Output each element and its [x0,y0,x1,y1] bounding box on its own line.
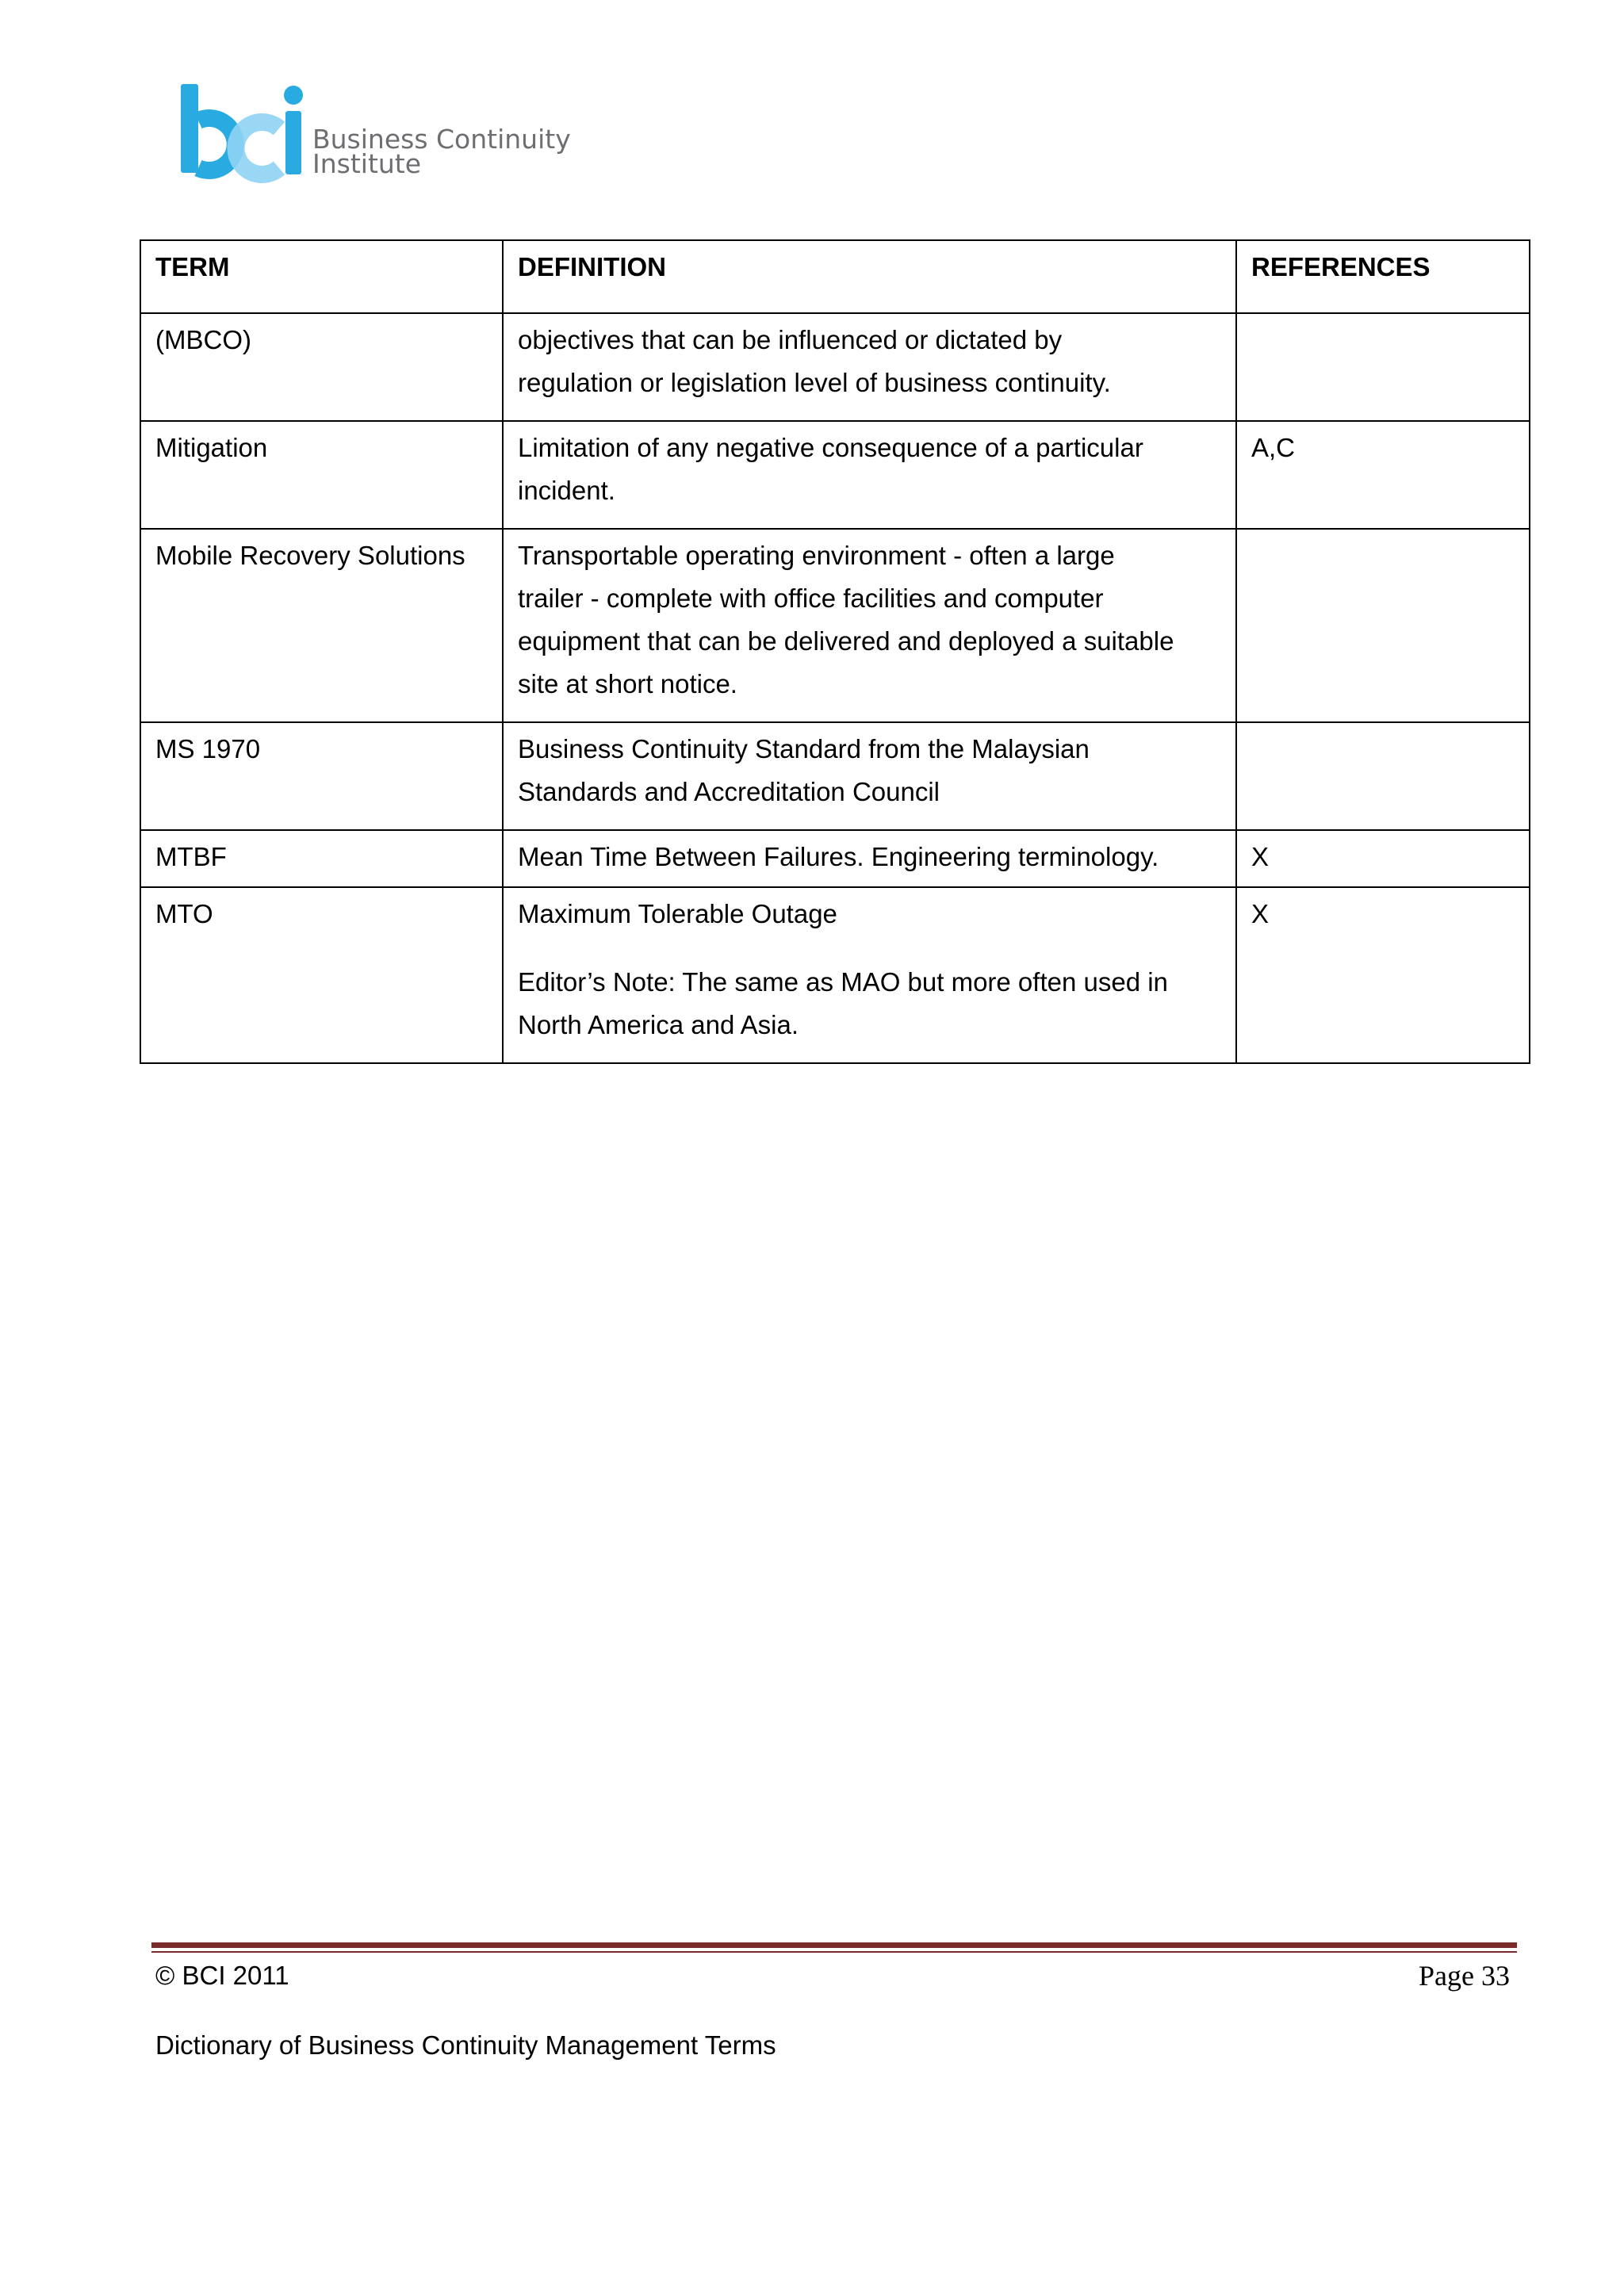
definition-line: Maximum Tolerable Outage [518,899,837,928]
definition-line: Mean Time Between Failures. Engineering terminology. [518,842,1159,871]
definition-cell [503,887,1236,1063]
page-number: Page 33 [1419,1960,1510,1992]
footer-copyright: © BCI 2011 [155,1961,289,1990]
table-row [140,529,1530,722]
logo-line-1: Business Continuity [312,124,571,155]
table-row [140,421,1530,529]
logo-line-2: Institute [312,148,422,179]
definition-cell [503,529,1236,722]
header-references: REFERENCES [1236,240,1530,313]
definition-cell [503,722,1236,830]
term-cell: Mobile Recovery Solutions [140,529,503,722]
editor-note [518,961,1221,1047]
definition-line: Business Continuity Standard from the Malaysian [518,734,1090,763]
definition-line: site at short notice. [518,669,737,698]
references-cell: A,C [1236,421,1530,529]
references-cell [1236,313,1530,421]
terms-table [140,239,1530,1064]
references-cell: X [1236,830,1530,887]
definition-line: Standards and Accreditation Council [518,777,940,806]
bci-logo [178,81,571,192]
definition-line: Transportable operating environment - often a large [518,541,1115,570]
definition-line: trailer - complete with office facilities and computer [518,584,1104,613]
note-line: North America and Asia. [518,1010,799,1039]
definition-line: Limitation of any negative consequence of a particular [518,433,1143,462]
term-cell: MS 1970 [140,722,503,830]
table-header-row [140,240,1530,313]
footer-divider-thin [151,1951,1517,1953]
note-line: Editor’s Note: The same as MAO but more often used in [518,967,1168,997]
logo-wordmark [312,124,571,179]
definition-cell [503,313,1236,421]
definition-line: incident. [518,476,615,505]
definition-paragraph [518,893,1221,936]
references-cell [1236,722,1530,830]
definition-line: objectives that can be influenced or dictated by [518,325,1063,354]
bci-logo-mark [178,81,312,184]
footer-divider [151,1942,1517,1948]
term-cell: MTBF [140,830,503,887]
references-cell [1236,529,1530,722]
document-title: Dictionary of Business Continuity Management Terms [155,2030,776,2060]
definition-line: equipment that can be delivered and deployed a suitable [518,626,1174,656]
definition-cell [503,830,1236,887]
term-cell: MTO [140,887,503,1063]
references-cell: X [1236,887,1530,1063]
term-cell: Mitigation [140,421,503,529]
header-definition: DEFINITION [503,240,1236,313]
table-row [140,313,1530,421]
term-cell: (MBCO) [140,313,503,421]
table-row [140,830,1530,887]
definition-line: regulation or legislation level of business continuity. [518,368,1111,397]
definition-cell [503,421,1236,529]
header-term: TERM [140,240,503,313]
table-row [140,722,1530,830]
table-row [140,887,1530,1063]
